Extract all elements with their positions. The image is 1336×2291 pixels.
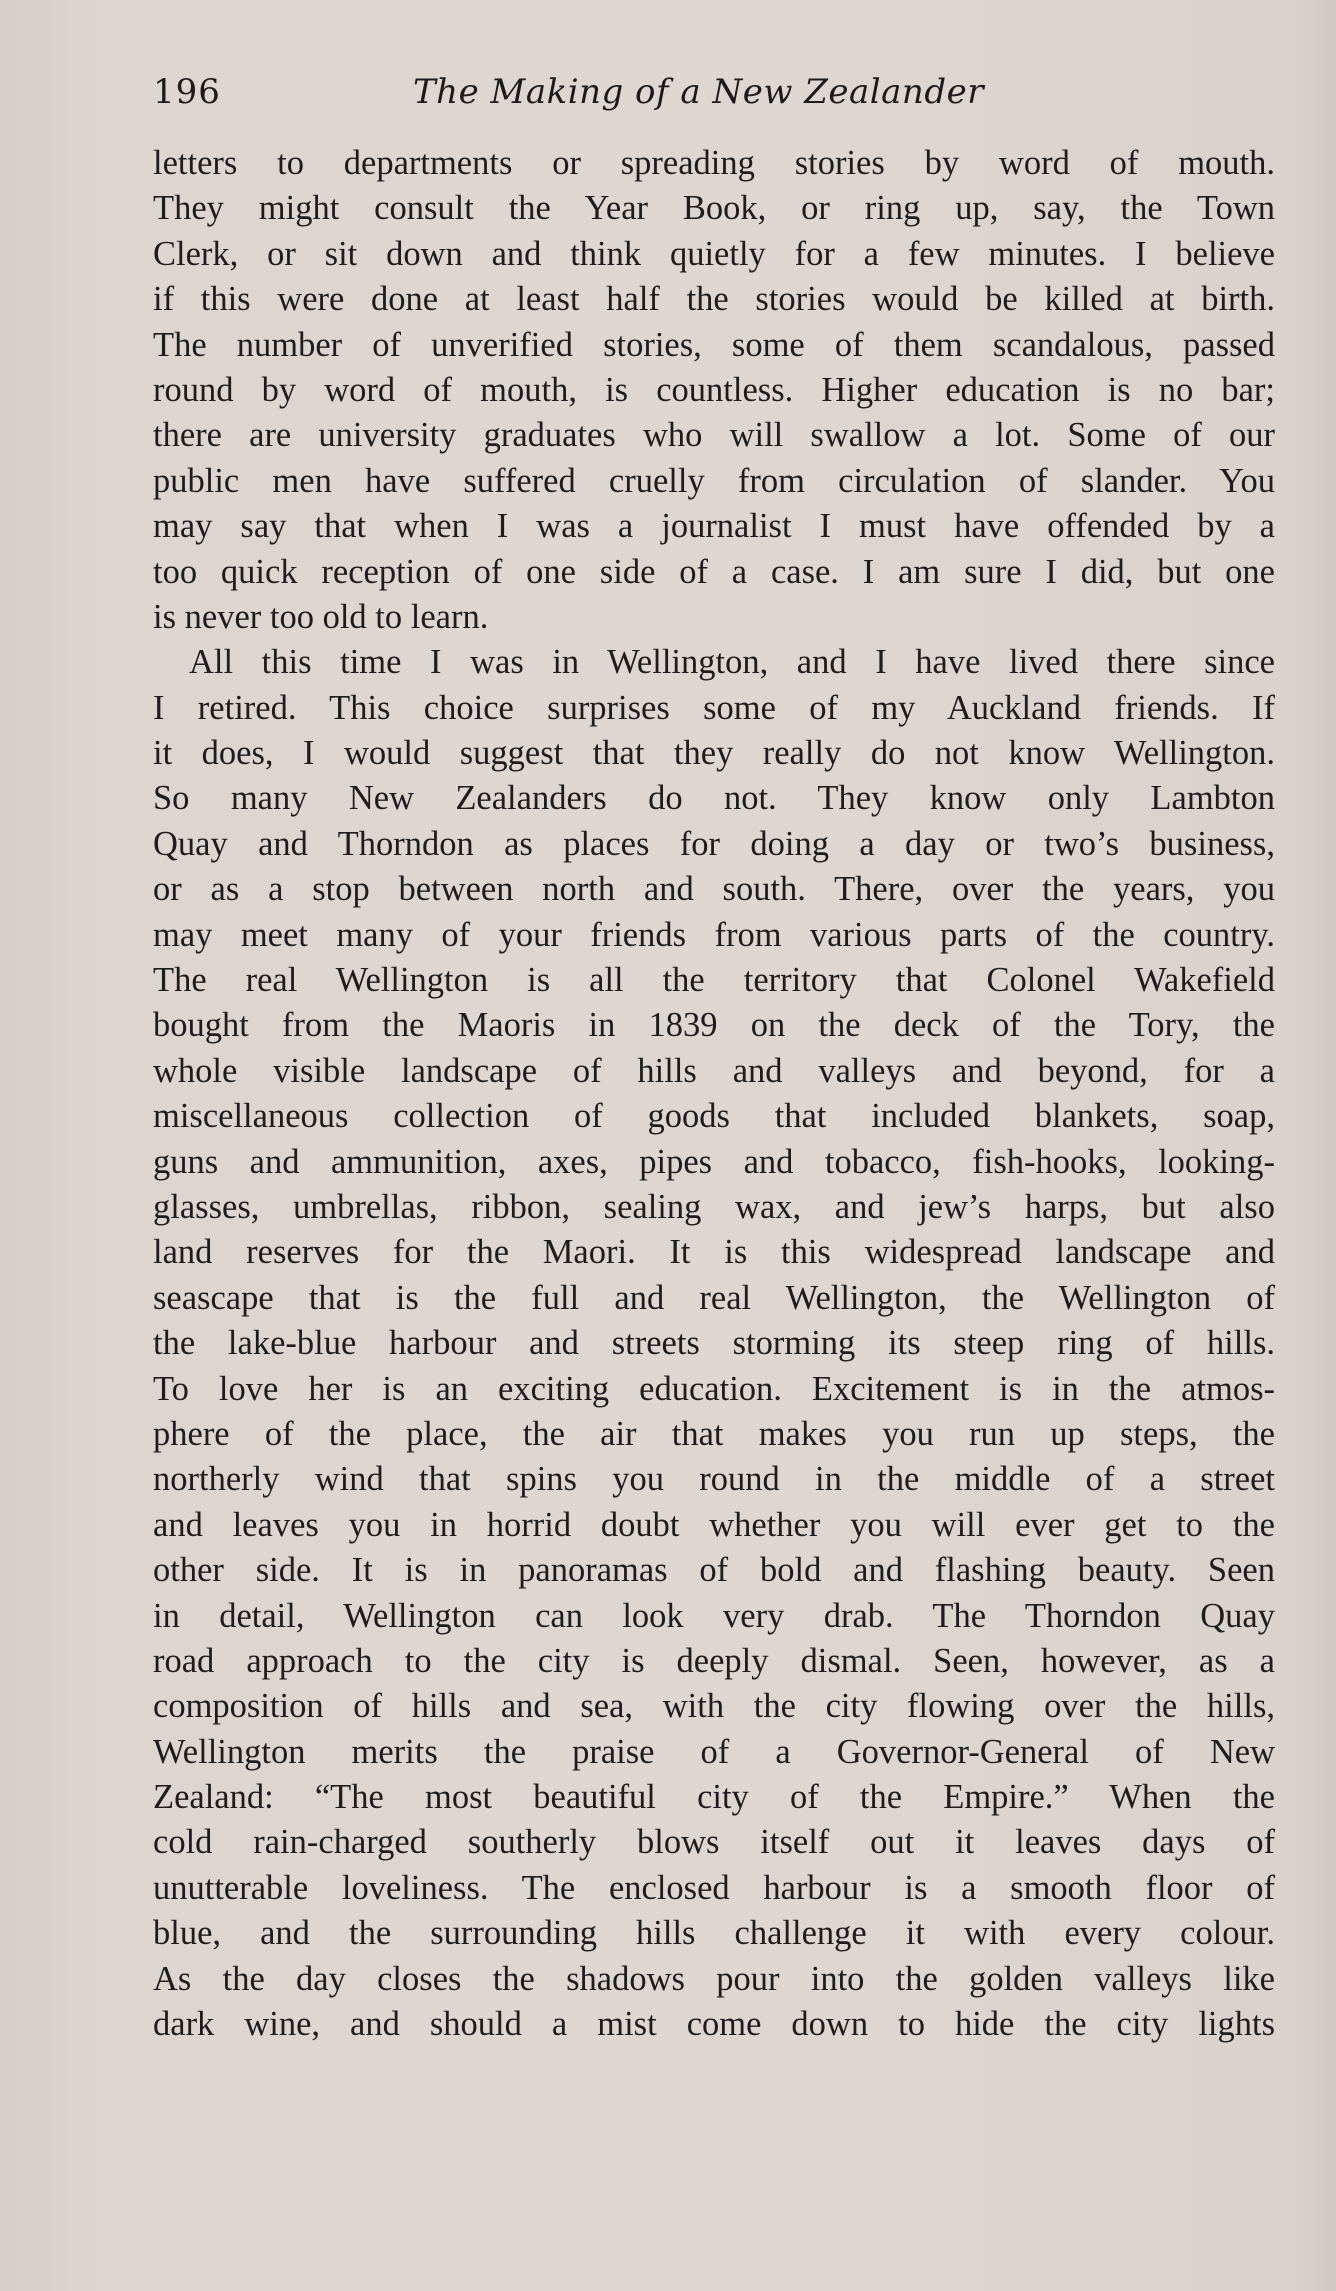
- text-line: guns and ammunition, axes, pipes and tobacco, fish-hooks, looking-: [153, 1142, 1275, 1181]
- text-line: northerly wind that spins you round in the middle of a street: [153, 1460, 1275, 1499]
- text-line: round by word of mouth, is countless. Higher education is no bar;: [153, 370, 1275, 409]
- text-line: and leaves you in horrid doubt whether you will ever get to the: [153, 1505, 1275, 1544]
- text-line: Zealand: “The most beautiful city of the Empire.” When the: [153, 1778, 1275, 1817]
- text-line: may say that when I was a journalist I must have offended by a: [153, 507, 1275, 546]
- text-line: They might consult the Year Book, or ring up, say, the Town: [153, 189, 1275, 228]
- text-line: may meet many of your friends from various parts of the country.: [153, 915, 1275, 954]
- text-line: or as a stop between north and south. There, over the years, you: [153, 870, 1275, 909]
- text-line: dark wine, and should a mist come down to hide the city lights: [153, 2005, 1275, 2044]
- text-line: bought from the Maoris in 1839 on the deck of the Tory, the: [153, 1006, 1275, 1045]
- paragraph-start-line: All this time I was in Wellington, and I have lived there since: [189, 643, 1275, 682]
- text-line: letters to departments or spreading stories by word of mouth.: [153, 144, 1275, 182]
- text-line: it does, I would suggest that they really do not know Wellington.: [153, 734, 1275, 773]
- text-line: the lake-blue harbour and streets storming its steep ring of hills.: [153, 1324, 1275, 1363]
- text-line: land reserves for the Maori. It is this widespread landscape and: [153, 1233, 1275, 1272]
- text-line: in detail, Wellington can look very drab. The Thorndon Quay: [153, 1596, 1275, 1635]
- text-line: unutterable loveliness. The enclosed harbour is a smooth floor of: [153, 1868, 1275, 1907]
- text-line: The real Wellington is all the territory that Colonel Wakefield: [153, 961, 1275, 1000]
- running-title: The Making of a New Zealander: [413, 72, 984, 112]
- text-line: phere of the place, the air that makes you run up steps, the: [153, 1414, 1275, 1453]
- text-line: Wellington merits the praise of a Governor-General of New: [153, 1732, 1275, 1771]
- text-line: miscellaneous collection of goods that included blankets, soap,: [153, 1097, 1275, 1136]
- text-line: composition of hills and sea, with the city flowing over the hills,: [153, 1687, 1275, 1726]
- text-line: blue, and the surrounding hills challenge it with every colour.: [153, 1914, 1275, 1953]
- text-line: glasses, umbrellas, ribbon, sealing wax, and jew’s harps, but also: [153, 1187, 1275, 1226]
- text-line: I retired. This choice surprises some of my Auckland friends. If: [153, 688, 1275, 727]
- text-line: if this were done at least half the stories would be killed at birth.: [153, 280, 1275, 319]
- text-line: Quay and Thorndon as places for doing a day or two’s business,: [153, 824, 1275, 863]
- page-edge-shadow: [1296, 0, 1336, 2291]
- text-line: road approach to the city is deeply dismal. Seen, however, as a: [153, 1641, 1275, 1680]
- text-line: whole visible landscape of hills and valleys and beyond, for a: [153, 1051, 1275, 1090]
- paragraph-end-line: is never too old to learn.: [153, 597, 489, 636]
- text-line: other side. It is in panoramas of bold and flashing beauty. Seen: [153, 1551, 1275, 1590]
- text-line: As the day closes the shadows pour into the golden valleys like: [153, 1959, 1275, 1998]
- text-line: public men have suffered cruelly from circulation of slander. You: [153, 461, 1275, 500]
- text-line: To love her is an exciting education. Excitement is in the atmos-: [153, 1369, 1275, 1408]
- text-line: seascape that is the full and real Wellington, the Wellington of: [153, 1278, 1275, 1317]
- text-line: there are university graduates who will swallow a lot. Some of our: [153, 416, 1275, 455]
- running-header: [153, 72, 1275, 122]
- text-line: So many New Zealanders do not. They know only Lambton: [153, 779, 1275, 818]
- page-number: 196: [153, 72, 221, 112]
- text-line: too quick reception of one side of a case. I am sure I did, but one: [153, 552, 1275, 591]
- body-text: [153, 141, 1275, 2047]
- text-line: Clerk, or sit down and think quietly for a few minutes. I believe: [153, 234, 1275, 273]
- text-line: The number of unverified stories, some of them scandalous, passed: [153, 325, 1275, 364]
- text-line: cold rain-charged southerly blows itself out it leaves days of: [153, 1823, 1275, 1862]
